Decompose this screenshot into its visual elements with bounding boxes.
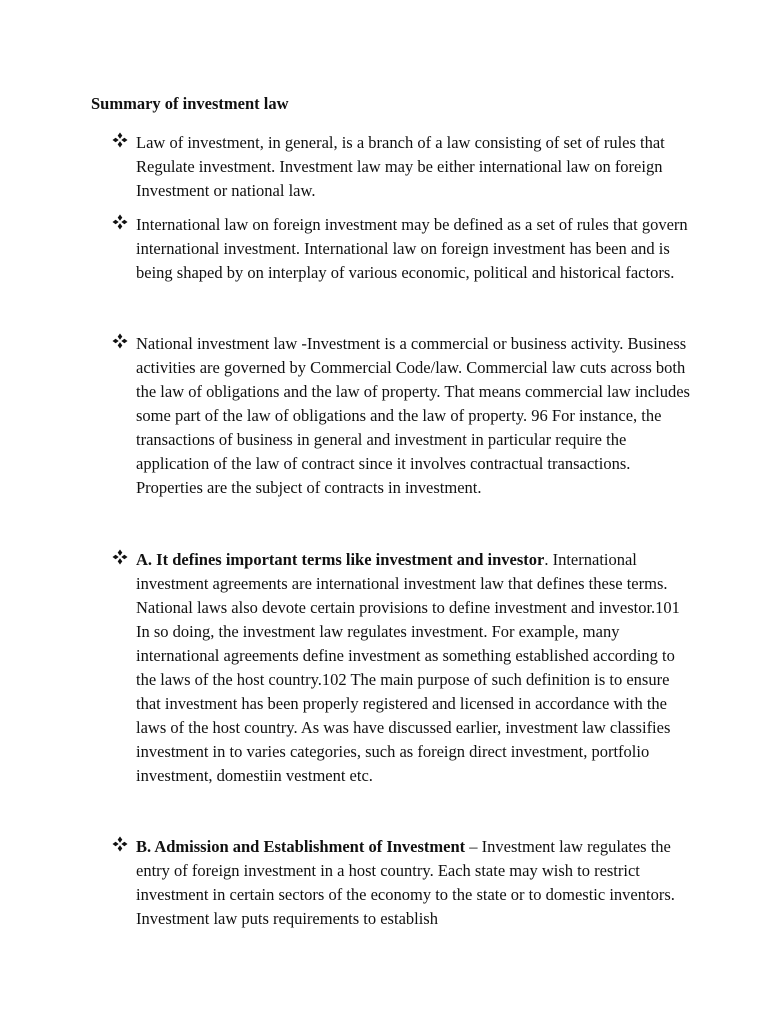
bullet-paragraph	[112, 131, 692, 203]
four-diamond-bullet-icon	[112, 333, 128, 349]
paragraph-body: National investment law -Investment is a commercial or business activity. Business activities are governed by Commercial Code/law. Commercial law cuts across both the law of obligations and the law of property. That means commercial law includes some part of the law of obligations and the law of property. 96 For instance, the transactions of business in general and investment in particular require the application of the law of contract since it involves contractual transactions. Properties are the subject of contracts in investment.	[136, 334, 690, 497]
paragraph-body: International law on foreign investment may be defined as a set of rules that govern international investment. International law on foreign investment has been and is being shaped by on interplay of various economic, political and historical factors.	[136, 215, 688, 282]
paragraph-text	[136, 332, 692, 500]
bullet-paragraph	[112, 835, 692, 931]
paragraph-text	[136, 131, 692, 203]
four-diamond-bullet-icon	[112, 549, 128, 565]
paragraph-lead: B. Admission and Establishment of Investment	[136, 837, 466, 856]
bullet-paragraph	[112, 213, 692, 285]
bullet-paragraph	[112, 548, 692, 788]
paragraph-body: . International investment agreements are international investment law that defines these terms. National laws also devote certain provisions to define investment and investor.101 In so doing, the investment law regulates investment. For example, many international agreements define investment as something established according to the laws of the host country.102 The main purpose of such definition is to ensure that investment has been properly registered and licensed in accordance with the laws of the host country. As was have discussed earlier, investment law classifies investment in to varies categories, such as foreign direct investment, portfolio investment, domestiin vestment etc.	[136, 550, 680, 785]
document-title: Summary of investment law	[91, 94, 289, 113]
four-diamond-bullet-icon	[112, 836, 128, 852]
bullet-paragraph	[112, 332, 692, 500]
paragraph-lead: A. It defines important terms like investment and investor	[136, 550, 545, 569]
paragraph-text	[136, 548, 692, 788]
paragraph-body: Law of investment, in general, is a branch of a law consisting of set of rules that Regulate investment. Investment law may be either international law on foreign Investment or national law.	[136, 133, 665, 200]
four-diamond-bullet-icon	[112, 214, 128, 230]
four-diamond-bullet-icon	[112, 132, 128, 148]
paragraph-text	[136, 213, 692, 285]
paragraph-body: – Investment law regulates the entry of foreign investment in a host country. Each state may wish to restrict investment in certain sectors of the economy to the state or to domestic inventors. Investment law puts requirements to establish	[136, 837, 675, 928]
paragraph-text	[136, 835, 692, 931]
